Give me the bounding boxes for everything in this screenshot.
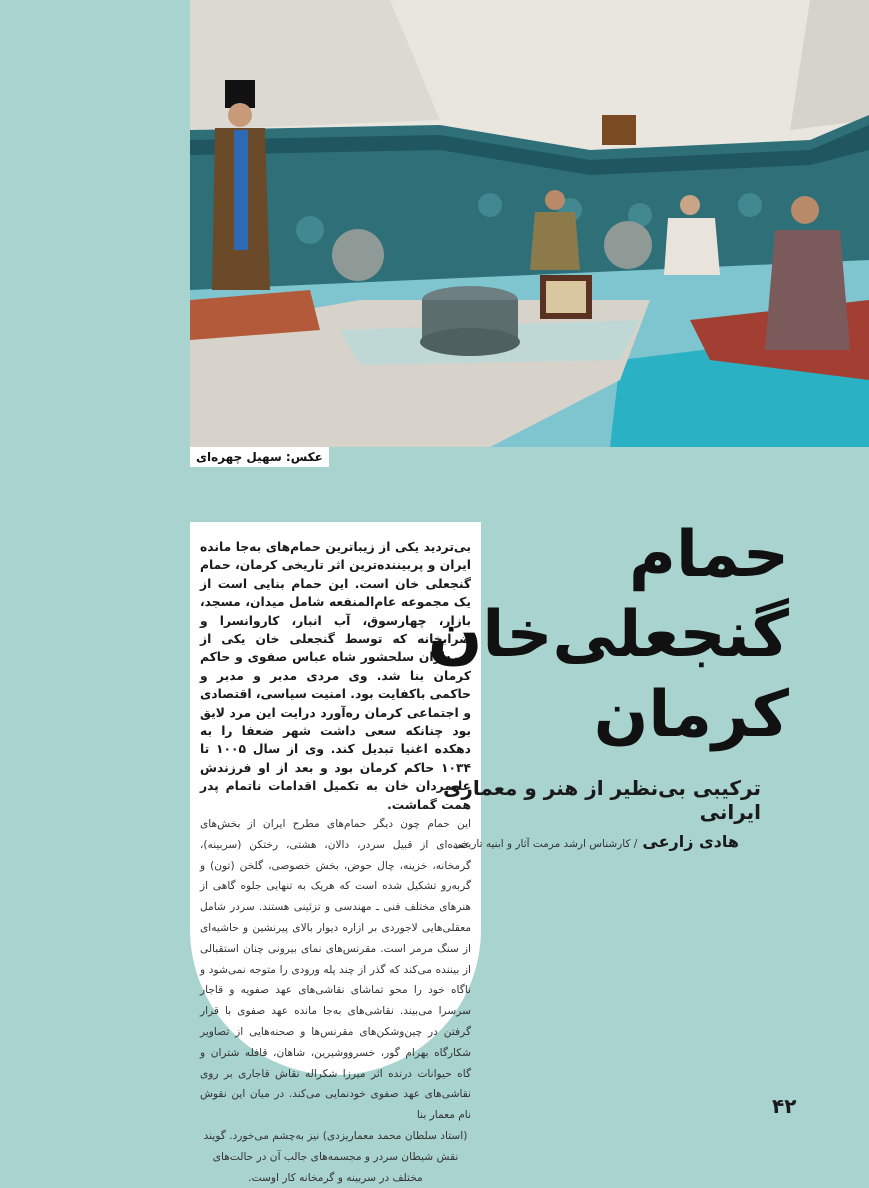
title-line-3: کرمان [593, 678, 789, 752]
article-title [427, 515, 789, 755]
author-role: / کارشناس ارشد مرمت آثار و ابنیه تاریخی [452, 838, 638, 850]
page-number: ۴۲ [772, 1094, 797, 1118]
article-subtitle: ترکیبی بی‌نظیر از هنر و معماری ایرانی [442, 776, 761, 824]
photo-credit: عکس: سهیل چهره‌ای [190, 447, 329, 467]
author-name: هادی زارعی [642, 832, 739, 851]
title-line-1: حمام [629, 518, 789, 592]
author-byline [409, 832, 739, 851]
title-line-2: گنجعلی‌خان [427, 598, 789, 672]
lead-paragraph: بی‌تردید یکی از زیباترین حمام‌های به‌جا مانده ایران و پربیننده‌ترین اثر تاریخی کرمان، حمام گنجعلی خان است. این حمام بنایی است از یک مجموعه عام‌المنفعه شامل میدان، مسجد، بازار، چهارسوق، آب انبار، کاروانسرا و ضرابخانه که توسط گنجعلی خان یکی از سرداران سلحشور شاه عباس صفوی و حاکم کرمان بنا شد. وی مردی مدبر و مدبر و حاکمی باکفایت بود. امنیت سیاسی، اقتصادی و اجتماعی کرمان ره‌آورد درایت این مرد لایق بود چنانکه سعی داشت شهر ضعفا را به دهکده اغنیا تبدیل کند. وی از سال ۱۰۰۵ تا ۱۰۳۴ حاکم کرمان بود و بعد از او فرزندش علیمردان خان به تکمیل اقدامات ناتمام پدر همت گماشت. [200, 540, 471, 812]
body-paragraph: این حمام چون دیگر حمام‌های مطرح ایران از بخش‌های عمده‌ای از قبیل سردر، دالان، هشتی، رختکن (سربینه)، گرمخانه، خزینه، چال حوض، بخش خصوصی، گلخن (تون) و گربه‌رو تشکیل شده است که هریک به تنهایی جلوه گاهی از هنرهای مختلف فنی ـ مهندسی و تزئینی هستند. سردر شامل معقلی‌هایی لاجوردی بر ازاره دیوار بالای پیرنشین و حاشیه‌ای از سنگ مرمر است. مقرنس‌های نمای بیرونی چنان استقبالی از بیننده می‌کند که گذر از چند پله ورودی را متوجه نمی‌شود و ناگاه خود را محو تماشای نقاشی‌های عهد صفویه و قاجار سرسرا می‌بیند. نقاشی‌های به‌جا مانده عهد صفوی با قرار گرفتن در چین‌وشکن‌های مقرنس‌ها و صحنه‌هایی از تصاویر شکارگاه بهرام گور، خسرووشیرین، شاهان، قافله شتران و گاه حیوانات درنده اثر میرزا شکراله نقاش قاجاری بر روی نقاشی‌های عهد صفوی خودنمایی می‌کند. در میان این نقوش نام معمار بنا [200, 818, 471, 1122]
bathhouse-photo [190, 0, 869, 447]
body-paragraph-tail: (استاد سلطان محمد معماریزدی) نیز به‌چشم می‌خورد. گویند نقش شیطان سردر و مجسمه‌های جالب آن در حالت‌های مختلف در سربینه و گرمخانه کار اوست. [203, 1130, 468, 1184]
